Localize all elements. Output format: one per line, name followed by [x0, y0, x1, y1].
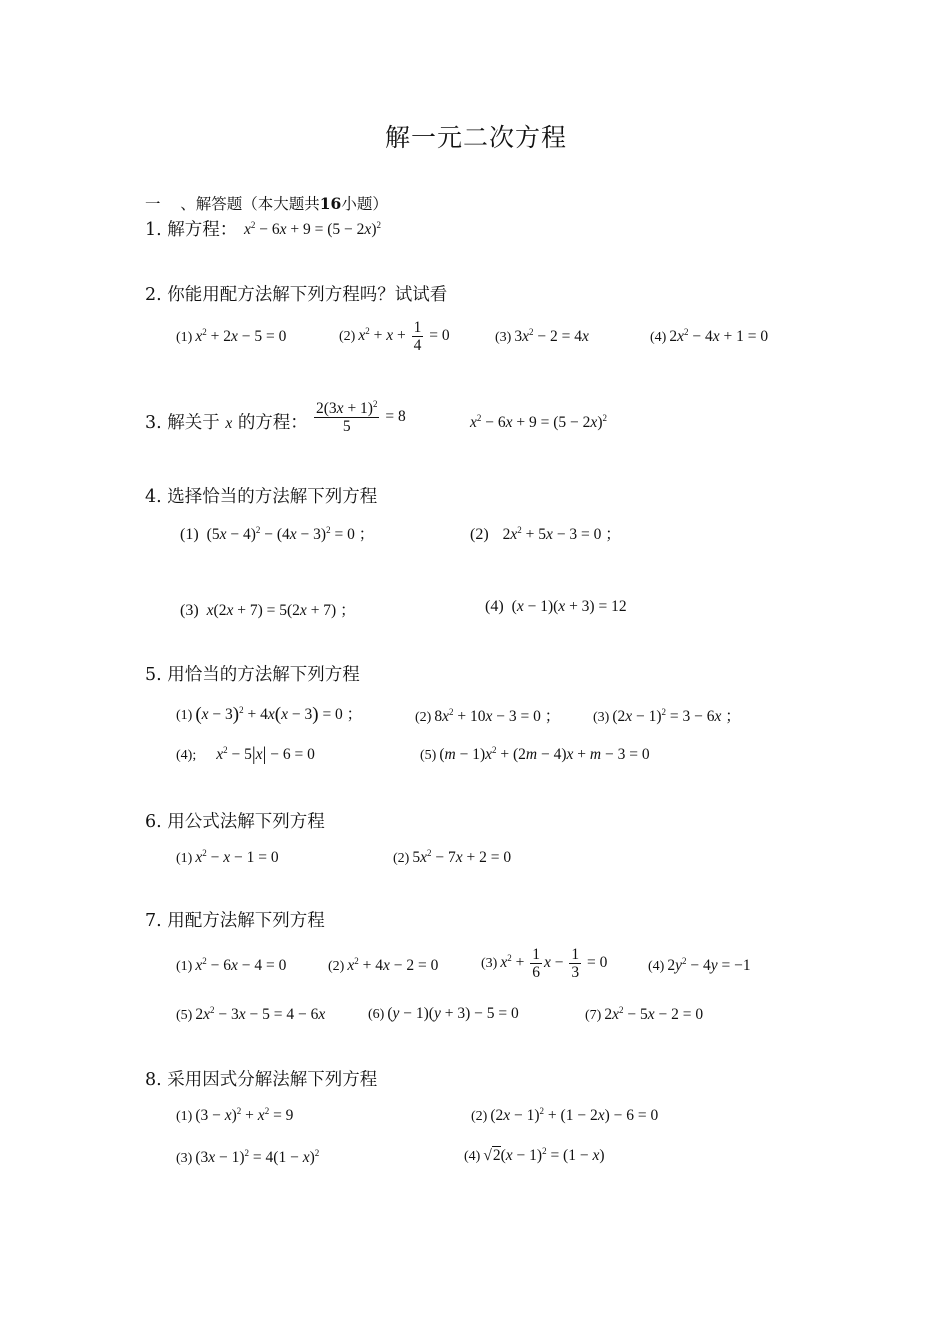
equation-6-2: (2) $5x^2 - 7x + 2 = 0$ — [393, 848, 512, 867]
item-number: (2) — [470, 526, 489, 543]
equation-5-5: (5) $(m - 1)x^2 + (2m - 4)x + m - 3 = 0$ — [420, 745, 650, 764]
question-4-label: 4. 选择恰当的方法解下列方程 — [145, 487, 378, 507]
equation-4-3: (3) x(2x + 7) = 5(2x + 7) ； — [180, 602, 356, 619]
item-number: (5) — [176, 1008, 193, 1024]
equation-6-1: (1) $x^2 - x - 1 = 0$ — [176, 848, 279, 867]
section-count: 16 — [319, 194, 342, 213]
item-number: (2) — [339, 329, 356, 345]
item-number: (2) — [328, 959, 345, 975]
equation-3-2: $x^2 - 6x + 9 = (5 - 2x)^2$ — [470, 413, 607, 432]
item-number: (1) — [176, 1109, 193, 1125]
equation-8-2: (2) $(2x - 1)^2 + (1 - 2x) - 6 = 0$ — [471, 1106, 659, 1125]
equation-2-4: (4) $2x^2 - 4x + 1 = 0$ — [650, 327, 769, 346]
equation-5-1: (1) $(x - 3)^2 + 4x(x - 3) = 0$ ； — [176, 704, 363, 725]
item-number: (1) — [176, 330, 193, 346]
item-number: (2) — [471, 1109, 488, 1125]
equation-5-2: (2) $8x^2 + 10x - 3 = 0$ ； — [415, 706, 561, 725]
item-number: (1) — [176, 959, 193, 975]
item-number: (3) — [481, 956, 498, 972]
equation-7-2: (2) $x^2 + 4x - 2 = 0$ — [328, 956, 439, 975]
item-number: (2) — [415, 710, 432, 725]
question-8-label: 8. 采用因式分解法解下列方程 — [145, 1070, 378, 1090]
equation-7-4: (4) $2y^2 - 4y = -1$ — [648, 956, 751, 975]
equation-8-3: (3) $(3x - 1)^2 = 4(1 - x)^2$ — [176, 1148, 320, 1167]
equation-8-1: (1) $(3 - x)^2 + x^2 = 9$ — [176, 1106, 294, 1125]
equation-7-6: (6) (y − 1)(y + 3) − 5 = 0 — [368, 1005, 519, 1022]
item-number: (7) — [585, 1008, 602, 1024]
question-3-label — [145, 409, 308, 434]
item-number: (3) — [176, 1151, 193, 1167]
equation-5-3: (3) $(2x - 1)^2 = 3 - 6x$ ； — [593, 706, 741, 725]
question-6-label: 6. 用公式法解下列方程 — [145, 812, 325, 832]
item-number: (5) — [420, 748, 437, 764]
section-label: 、解答题（本大题共 — [180, 195, 320, 213]
item-number: (4) — [464, 1149, 481, 1165]
item-number: (3) — [495, 330, 512, 346]
item-number: (3) — [593, 710, 610, 725]
equation-5-4: (4); $x^2 - 5|x| - 6 = 0$ — [176, 744, 315, 765]
variable-x: x — [225, 415, 233, 432]
question-3-text: 3. 解关于 — [145, 413, 220, 433]
question-1-label: 1. 解方程： — [145, 220, 238, 240]
section-suffix: 小题） — [341, 195, 388, 213]
item-number: (6) — [368, 1007, 385, 1022]
page-title: 解一元二次方程 — [385, 123, 568, 152]
equation-3-1: $\frac{2(3x + 1)^2}{5}$ = 8 — [316, 399, 406, 436]
equation-7-1: (1) $x^2 - 6x - 4 = 0$ — [176, 956, 287, 975]
equation-4-1: (1) $(5x - 4)^2 - (4x - 3)^2 = 0$ ； — [180, 524, 375, 543]
item-number: (4) — [485, 598, 504, 615]
equation-8-4: (4) $√2(x - 1)^2 = (1 - x)$ — [464, 1146, 605, 1165]
item-number: (1) — [176, 851, 193, 867]
item-number: (3) — [180, 602, 199, 619]
equation-2-1: (1) $x^2 + 2x - 5 = 0$ — [176, 327, 287, 346]
question-3-text-2: 的方程： — [237, 413, 308, 433]
equation-2-2: (2) $x^2 + x$ + $\frac{1}{4}$ = 0 — [339, 319, 450, 355]
equation-2-3: (3) $3x^2 - 2 = 4x$ — [495, 327, 589, 346]
item-number: (1) — [176, 708, 193, 723]
question-7-label: 7. 用配方法解下列方程 — [145, 911, 325, 931]
section-header — [145, 192, 388, 214]
equation-7-7: (7) $2x^2 - 5x - 2 = 0$ — [585, 1005, 704, 1024]
equation-1: $x^2 - 6x + 9 = (5 - 2x)^2$ — [244, 220, 381, 239]
equation-4-2: (2) $2x^2 + 5x - 3 = 0$ ； — [470, 524, 621, 543]
item-number: (2) — [393, 851, 410, 867]
item-number: (1) — [180, 526, 199, 543]
equation-7-3: (3) $x^2$ + $\frac{1}{6}$ x − $\frac{1}{3}$ = 0 — [481, 946, 608, 982]
section-index: 一 — [145, 195, 161, 213]
item-number: (4); — [176, 748, 197, 763]
question-2-label: 2. 你能用配方法解下列方程吗？试试看 — [145, 285, 448, 305]
equation-4-4: (4) (x − 1)(x + 3) = 12 — [485, 598, 627, 615]
question-5-label: 5. 用恰当的方法解下列方程 — [145, 665, 360, 685]
item-number: (4) — [648, 959, 665, 975]
equation-7-5: (5) $2x^2 - 3x - 5 = 4 - 6x$ — [176, 1005, 326, 1024]
item-number: (4) — [650, 330, 667, 346]
